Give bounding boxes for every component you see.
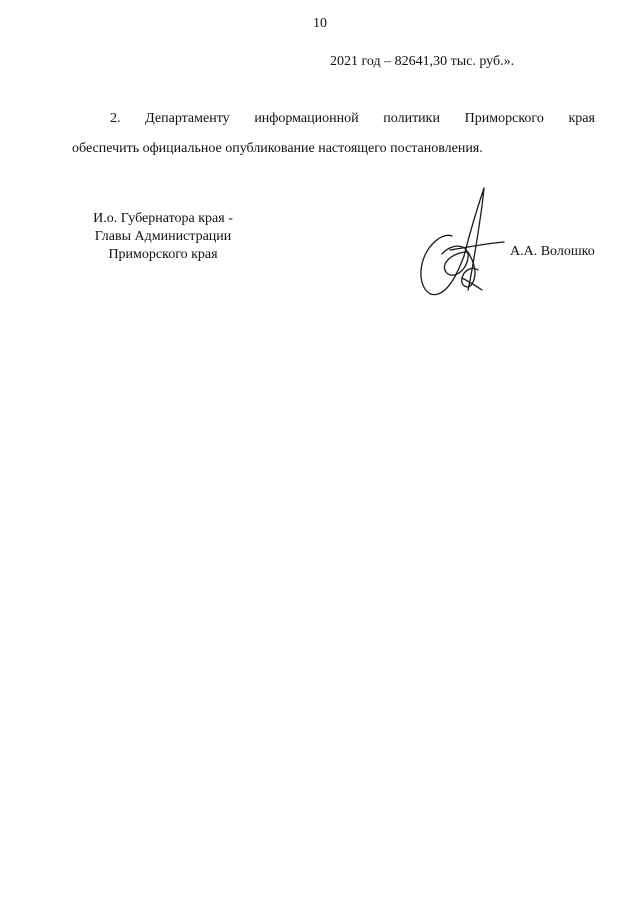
paragraph-2-line-1 xyxy=(72,104,595,134)
signatory-title-line: Главы Администрации xyxy=(94,229,232,244)
paragraph-word: Департаменту xyxy=(145,111,230,126)
paragraph-2 xyxy=(72,104,595,164)
page-number: 10 xyxy=(313,16,327,31)
signatory-title-line: И.о. Губернатора края - xyxy=(93,211,233,226)
paragraph-word: политики xyxy=(383,111,440,126)
paragraph-2-line-2: обеспечить официальное опубликование настоящего постановления. xyxy=(72,141,483,156)
paragraph-word: Приморского xyxy=(464,111,544,126)
signatory-title-line: Приморского края xyxy=(108,247,218,262)
paragraph-word: информационной xyxy=(254,111,359,126)
continuation-line: 2021 год – 82641,30 тыс. руб.». xyxy=(330,54,515,69)
handwritten-signature-icon xyxy=(412,182,508,302)
signatory-name: А.А. Волошко xyxy=(510,244,595,259)
paragraph-word: края xyxy=(568,111,595,126)
paragraph-number: 2. xyxy=(110,111,121,126)
signatory-title xyxy=(78,210,248,264)
